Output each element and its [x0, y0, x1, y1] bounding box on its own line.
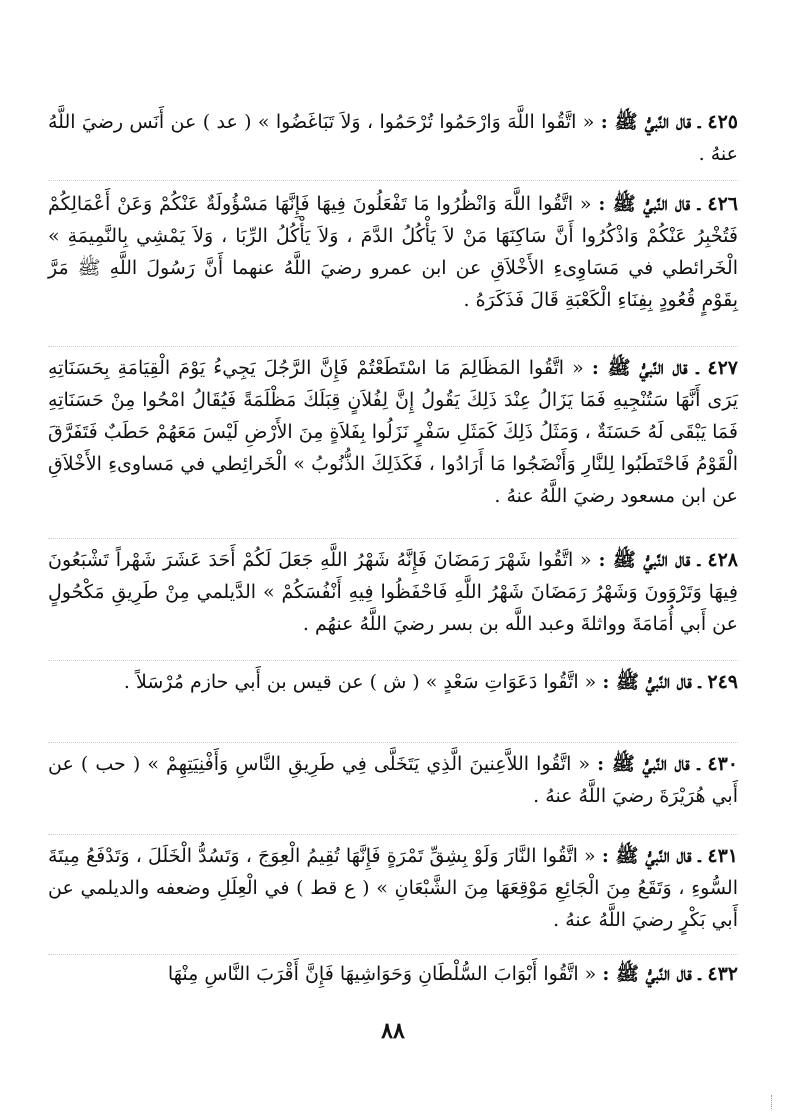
divider: [48, 954, 738, 955]
scan-edge-mark: [771, 1095, 778, 1109]
divider: [48, 742, 738, 743]
divider: [48, 834, 738, 835]
hadith-heading: ٤٣٢ ـ قال النَّبيُّ ﷺ :: [602, 963, 738, 985]
hadith-heading: ٤٣٠ ـ قال النَّبيُّ ﷺ :: [597, 753, 738, 775]
page-number: ٨٨: [381, 1018, 405, 1044]
hadith-text: « اتَّقُوا المَظَالِمَ مَا اسْتَطَعْتُمْ فَإِنَّ الرَّجُلَ يَجِيءُ يَوْمَ الْقِيَامَةِ بِحَسَنَاتِهِ يَرَى أَنَّهَا سَتُنْجِيهِ فَمَا يَزَالُ عِنْدَ ذَلِكَ يَقُولُ إِنَّ لِفُلاَنٍ قِبَلَكَ مَظْلَمَةً فَيُقَالُ امْحُوا مِنْ حَسَنَاتِهِ فَمَا يَبْقَى لَهُ حَسَنَةٌ ، وَمَثَلُ ذَلِكَ كَمَثَلِ سَفْرٍ نَزَلُوا بِفَلاَةٍ مِنَ الأَرْضِ لَيْسَ مَعَهُمْ حَطَبٌ فَتَفَرَّقَ الْقَوْمُ فَاحْتَطَبُوا لِلنَّارِ وَأَنْضَجُوا مَا أَرَادُوا ، فَكَذَلِكَ الذُّنُوبُ » الْخَرائِطي في مَساوىءِ الأَخْلاَقِ عن ابن مسعود رضيَ اللَّهُ عنهُ .: [48, 357, 738, 507]
divider: [48, 660, 738, 661]
hadith-text: « اتَّقُوا اللَّهَ وَانْظُرُوا مَا تَفْعَلُونَ فِيهَا فَإِنَّهَا مَسْؤُولَةٌ عَنْكُمْ وَعَنْ أَعْمَالِكُمْ فَتُخْبِرُ عَنْكُمْ وَاذْكُرُوا أَنَّ سَاكِنَهَا مَنْ لاَ يَأْكُلُ الدَّمَ ، وَلاَ يَأْكُلُ الرِّبَا ، وَلاَ يَمْشِي بِالنَّمِيمَةِ » الْخَرائطي في مَسَاوِىءِ الأَخْلاَقِ عن ابن عمرو رضيَ اللَّهُ عنهما أَنَّ رَسُولَ اللَّهِ ﷺ مَرَّ بِقَوْمٍ قُعُودٍ بِفِنَاءِ الْكَعْبَةِ قَالَ فَذَكَرَهُ .: [48, 193, 738, 311]
hadith-entry: [48, 188, 738, 316]
hadith-text: « اتَّقُوا اللاَّعِنينَ الَّذِي يَتَخَلَّى فِي طَرِيقِ النَّاسِ وَأَفْنِيَتِهِمْ » ( حب ) عن أَبي هُرَيْرَةَ رضيَ اللَّهُ عنهُ .: [48, 753, 738, 807]
hadith-heading: ٢٤٩ ـ قال النَّبيُّ ﷺ :: [602, 671, 738, 693]
hadith-entry: [48, 748, 738, 812]
divider: [48, 180, 738, 181]
hadith-text: « اتَّقُوا اللَّهَ وَارْحَمُوا تُرْحَمُوا ، وَلاَ تَبَاغَضُوا » ( عد ) عن أَنَس رضيَ اللَّهُ عنهُ .: [48, 111, 738, 165]
hadith-text: « اتَّقُوا أَبْوَابَ السُّلْطَانِ وَحَوَاشِيهَا فَإِنَّ أَقْرَبَ النَّاسِ مِنْهَا: [167, 963, 597, 985]
divider: [48, 538, 738, 539]
hadith-text: « اتَّقُوا دَعَوَاتِ سَعْدٍ » ( ش ) عن قيس بن أَبي حازم مُرْسَلاً .: [123, 671, 597, 693]
hadith-entry: [48, 106, 738, 170]
hadith-entry: [48, 958, 738, 990]
divider: [48, 346, 738, 347]
hadith-heading: ٤٣١ ـ قال النَّبيُّ ﷺ :: [601, 845, 739, 867]
hadith-entry: [48, 666, 738, 698]
hadith-text: « اتَّقُوا شَهْرَ رَمَضَانَ فَإِنَّهُ شَهْرُ اللَّهِ جَعَلَ لَكُمْ أَحَدَ عَشَرَ شَهْراً تَشْبَعُونَ فِيهَا وَتَرْوَونَ وَشَهْرُ رَمَضَانَ شَهْرُ اللَّهِ فَاحْفَظُوا فِيهِ أَنْفُسَكُمْ » الدَّيلمي مِنْ طَرِيقِ مَكْحُولٍ عن أَبي أُمَامَةَ وواثلةَ وعبد اللَّه بن بسر رضيَ اللَّهُ عنهُم .: [48, 549, 738, 635]
hadith-entry: [48, 840, 738, 936]
hadith-heading: ٤٢٨ ـ قال النَّبيُّ ﷺ :: [598, 549, 738, 571]
hadith-entry: [48, 352, 738, 512]
hadith-text: « اتَّقُوا النَّارَ وَلَوْ بِشِقِّ تَمْرَةٍ فَإِنَّهَا تُقِيمُ الْعِوَجَ ، وَتَسُدُّ الْخَلَلَ ، وَتَدْفَعُ مِيتَةَ السُّوءِ ، وَتَقَعُ مِنَ الْجَائِعِ مَوْقِعَهَا مِنَ الشَّبْعَانِ » ( ع قط ) في الْعِلَلِ وضعفه والديلمي عن أَبي بَكْرٍ رضيَ اللَّهُ عنهُ .: [48, 845, 738, 931]
hadith-heading: ٤٢٥ ـ قال النَّبيُّ ﷺ :: [600, 111, 738, 133]
hadith-heading: ٤٢٧ ـ قال النَّبيُّ ﷺ :: [591, 357, 738, 379]
hadith-entry: [48, 544, 738, 640]
hadith-heading: ٤٢٦ ـ قال النَّبيُّ ﷺ :: [598, 193, 738, 215]
